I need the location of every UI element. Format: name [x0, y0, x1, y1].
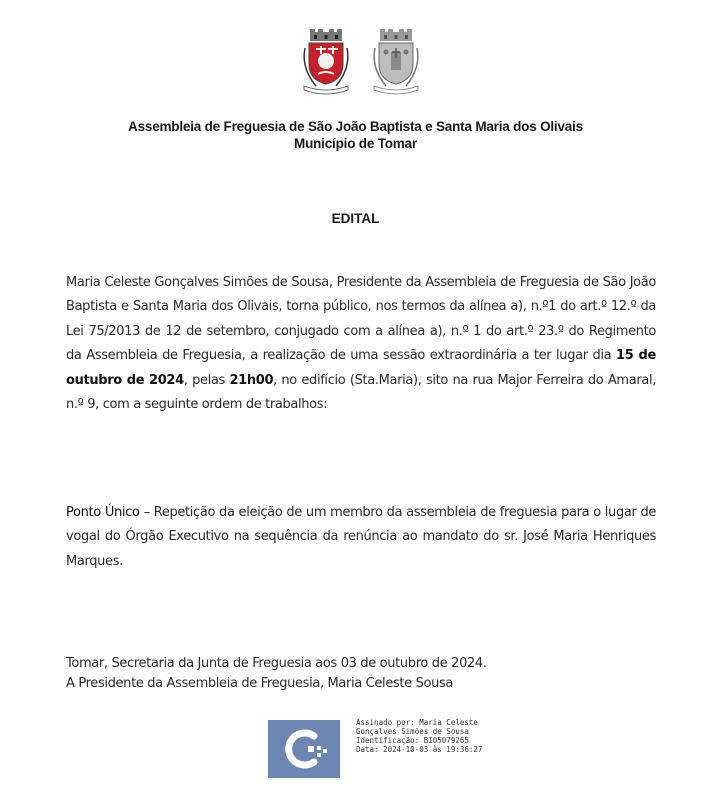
municipality-name: Município de Tomar: [294, 136, 417, 151]
agenda-label: Ponto Único: [66, 505, 140, 520]
announcement-text-1: Maria Celeste Gonçalves Simões de Sousa, Presidente da Assembleia de Freguesia de São João Baptista e Santa Maria dos Olivais, torna público, nos termos da alínea a), n.º1 do art.º 12.º da Lei 75/2013 de 12 de setembro, conjugado com a alínea a), n.º 1 do art.º 23.º do Regimento da Assembleia de Freguesia, a realização de uma sessão extraordinária a ter lugar dia: [66, 275, 656, 364]
digital-signature-details: [356, 718, 482, 754]
place-and-date: Tomar, Secretaria da Junta de Freguesia aos 03 de outubro de 2024.: [66, 656, 487, 671]
announcement-paragraph: [66, 271, 656, 417]
digital-signature-icon: [268, 720, 340, 778]
santa-maria-dos-olivais-crest-icon: [366, 28, 426, 96]
signature-date: Data: 2024-10-03 às 19:36:27: [356, 745, 483, 754]
agenda-paragraph: [66, 501, 656, 574]
signature-signer-name: Gonçalves Simões de Sousa: [356, 727, 469, 736]
agenda-text: – Repetição da eleição de um membro da assembleia de freguesia para o lugar de vogal do Órgão Executivo na sequência da renúncia ao mandato do sr. José Maria Henriques Marques.: [66, 505, 657, 569]
signatory-line: A Presidente da Assembleia de Freguesia, Maria Celeste Sousa: [66, 676, 454, 691]
announcement-text-2: , pelas: [183, 372, 230, 388]
session-date: 15 de outubro de 2024: [66, 348, 656, 388]
signature-signed-by: Assinado por: Maria Celeste: [356, 718, 478, 727]
announcement-text-3: , no edifício (Sta.Maria), sito na rua Major Ferreira do Amaral, n.º 9, com a seguinte ordem de trabalhos:: [66, 372, 656, 413]
assembly-name: Assembleia de Freguesia de São João Baptista e Santa Maria dos Olivais: [128, 119, 583, 134]
signature-identification: Identificação: BI05079265: [356, 736, 469, 745]
document-title: EDITAL: [331, 211, 380, 226]
session-time: 21h00: [229, 372, 274, 388]
sao-joao-baptista-crest-icon: [296, 28, 356, 96]
